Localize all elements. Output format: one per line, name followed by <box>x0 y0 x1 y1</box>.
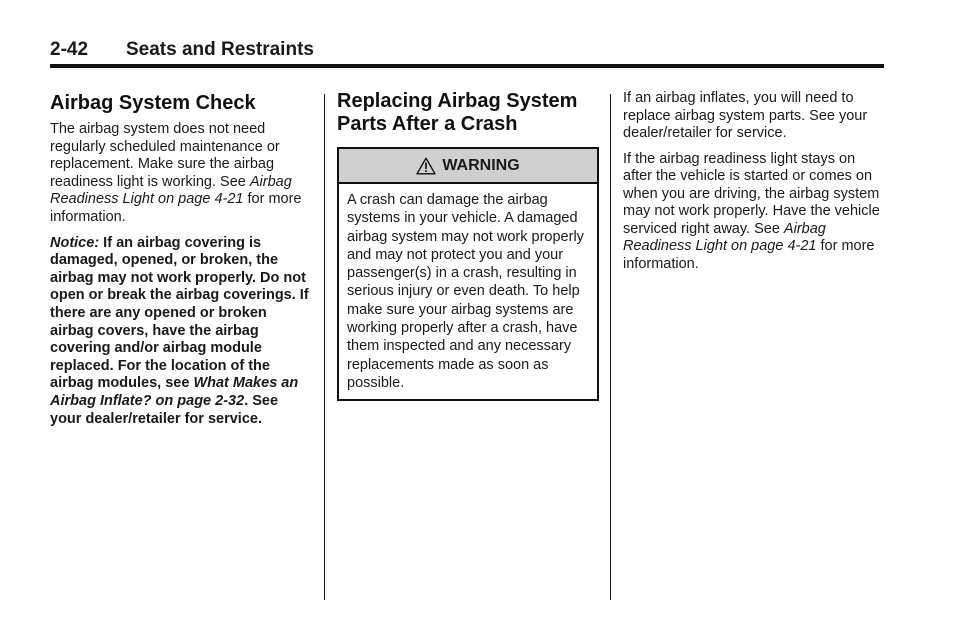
heading-airbag-system-check: Airbag System Check <box>50 92 256 114</box>
readiness-light-text: If the airbag readiness light stays on after the vehicle is started or comes on when you are driving, the airbag system may not work properly. Have the vehicle serviced right away. See <box>623 150 880 237</box>
readiness-cross-reference-link[interactable]: Airbag Readiness Light on page 4-21 <box>623 220 826 254</box>
warning-header <box>339 149 597 184</box>
warning-label: WARNING <box>442 156 520 174</box>
readiness-light-paragraph <box>623 151 885 274</box>
notice-label: Notice: <box>50 234 100 251</box>
column-divider-right <box>610 94 611 600</box>
page-number: 2-42 <box>50 39 89 60</box>
notice-text: If an airbag covering is damaged, opened, or broken, the airbag may not work properly. Do not open or break the airbag coverings. If there are any opened or broken airbag covers, have the airbag covering and/or airbag module replaced. For the location of the airbag modules, see <box>50 234 309 392</box>
page-header <box>50 38 884 68</box>
inflation-paragraph: If an airbag inflates, you will need to replace airbag system parts. See your dealer/retailer for service. <box>623 90 868 141</box>
column-airbag-system-check <box>50 90 312 428</box>
maintenance-tail: for more information. <box>50 191 302 225</box>
notice-paragraph <box>50 235 312 429</box>
maintenance-paragraph <box>50 121 312 227</box>
maintenance-text: The airbag system does not need regularly scheduled maintenance or replacement. Make sure the airbag readiness light is working. See <box>50 121 280 190</box>
warning-triangle-icon <box>416 157 436 175</box>
column-airbag-inflation <box>623 90 885 273</box>
warning-box <box>337 147 599 401</box>
notice-tail: . See your dealer/retailer for service. <box>50 392 279 427</box>
readiness-light-tail: for more information. <box>623 238 875 272</box>
section-title: Seats and Restraints <box>126 39 314 60</box>
column-replacing-parts <box>337 90 599 401</box>
cross-reference-link[interactable]: Airbag Readiness Light on page 4-21 <box>50 173 292 208</box>
column-divider-left <box>324 94 325 600</box>
warning-text: A crash can damage the airbag systems in your vehicle. A damaged airbag system may not work properly and may not protect you and your passenger(s) in a crash, resulting in serious injury or even death. To help make sure your airbag systems are working properly after a crash, have them inspected and any necessary replacements made as soon as possible. <box>347 192 584 391</box>
notice-cross-reference-link[interactable]: What Makes an Airbag Inflate? on page 2-32 <box>50 375 299 409</box>
heading-replacing-parts: Replacing Airbag System Parts After a Crash <box>337 90 578 135</box>
